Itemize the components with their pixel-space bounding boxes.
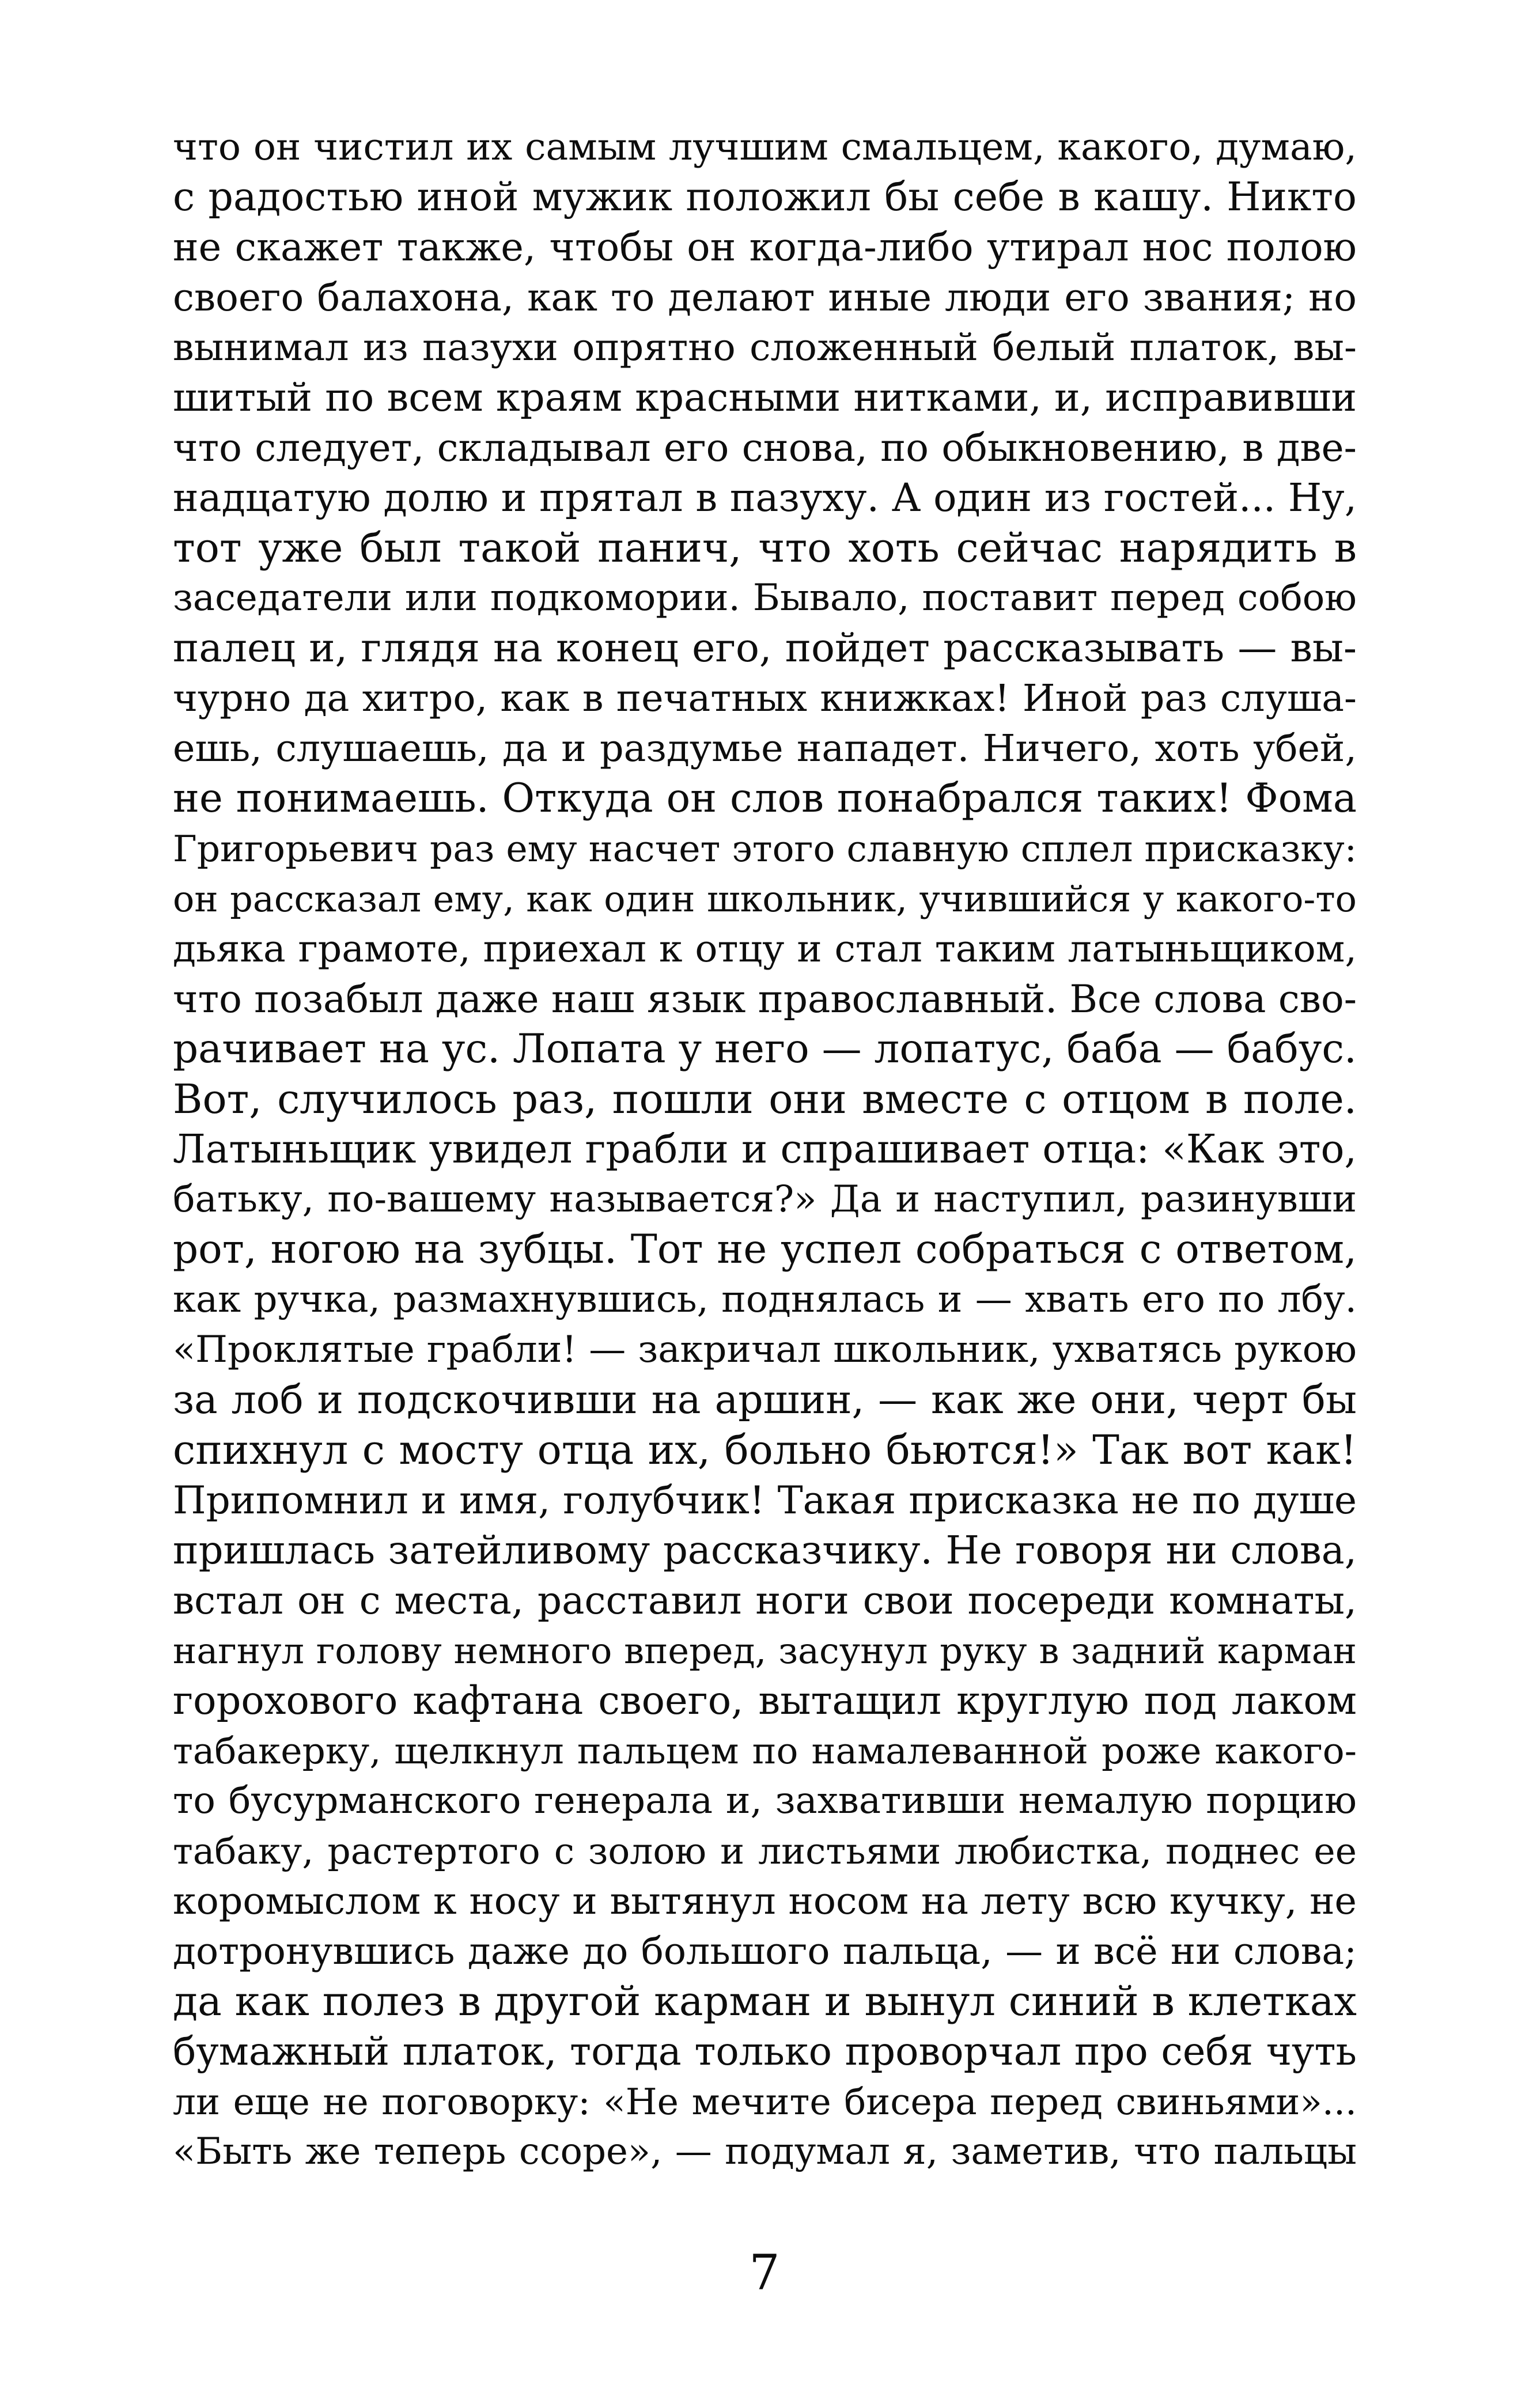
text-line: не скажет также, чтобы он когда-либо утирал нос полою <box>173 225 1357 270</box>
text-line: рачивает на ус. Лопата у него — лопатус, баба — бабус. <box>173 1026 1357 1072</box>
text-line: «Проклятые грабли! — закричал школьник, ухватясь рукою <box>173 1328 1357 1371</box>
text-line: бумажный платок, тогда только проворчал про себя чуть <box>173 2029 1357 2074</box>
text-line: дотронувшись даже до большого пальца, — и всё ни слова; <box>173 1930 1357 1973</box>
text-line: Латыньщик увидел грабли и спрашивает отца: «Как это, <box>173 1127 1357 1172</box>
text-line: то бусурманского генерала и, захвативши немалую порцию <box>173 1780 1357 1822</box>
page-number: 7 <box>749 2244 780 2301</box>
text-line: что следует, складывал его снова, по обыкновению, в две- <box>173 426 1357 470</box>
text-line: Припомнил и имя, голубчик! Такая присказка не по душе <box>173 1478 1357 1523</box>
text-line: палец и, глядя на конец его, пойдет рассказывать — вы- <box>173 626 1357 671</box>
text-line: да как полез в другой карман и вынул синий в клетках <box>173 1978 1357 2025</box>
text-line: он рассказал ему, как один школьник, учившийся у какого-то <box>173 878 1357 920</box>
text-line: пришлась затейливому рассказчику. Не говоря ни слова, <box>173 1528 1357 1573</box>
text-line: табаку, растертого с золою и листьями любистка, поднес ее <box>173 1830 1357 1872</box>
text-line: чурно да хитро, как в печатных книжках! Иной раз слуша- <box>173 677 1357 720</box>
text-line: Вот, случилось раз, пошли они вместе с отцом в поле. <box>173 1076 1357 1123</box>
body-text <box>173 122 1357 2177</box>
text-line: горохового кафтана своего, вытащил круглую под лаком <box>173 1678 1357 1723</box>
text-line: нагнул голову немного вперед, засунул руку в задний карман <box>173 1630 1357 1672</box>
text-line: вынимал из пазухи опрятно сложенный белый платок, вы- <box>173 326 1357 369</box>
text-line: как ручка, размахнувшись, поднялась и — хвать его по лбу. <box>173 1278 1357 1321</box>
text-line: «Быть же теперь ссоре», — подумал я, заметив, что пальцы <box>173 2130 1357 2173</box>
text-line: шитый по всем краям красными нитками, и, исправивши <box>173 375 1357 420</box>
text-line: рот, ногою на зубцы. Тот не успел собраться с ответом, <box>173 1226 1357 1273</box>
text-line: Григорьевич раз ему насчет этого славную сплел присказку: <box>173 828 1357 870</box>
text-line: заседатели или подкомории. Бывало, поставит перед собою <box>173 577 1357 619</box>
text-line: встал он с места, расставил ноги свои посереди комнаты, <box>173 1578 1357 1623</box>
text-line: ли еще не поговорку: «Не мечите бисера перед свиньями»... <box>173 2081 1357 2123</box>
text-line: тот уже был такой панич, что хоть сейчас нарядить в <box>173 524 1357 571</box>
text-line: что позабыл даже наш язык православный. Все слова сво- <box>173 977 1357 1021</box>
text-line: табакерку, щелкнул пальцем по намалеванной роже какого- <box>173 1730 1357 1772</box>
text-line: что он чистил их самым лучшим смальцем, какого, думаю, <box>173 126 1357 169</box>
text-line: спихнул с мосту отца их, больно бьются!» Так вот как! <box>173 1426 1357 1474</box>
text-line: коромыслом к носу и вытянул носом на лету всю кучку, не <box>173 1880 1357 1923</box>
text-line: своего балахона, как то делают иные люди его звания; но <box>173 275 1357 320</box>
text-line: батьку, по-вашему называется?» Да и наступил, разинувши <box>173 1178 1357 1221</box>
text-line: не понимаешь. Откуда он слов понабрался таких! Фома <box>173 775 1357 821</box>
text-line: ешь, слушаешь, да и раздумье нападет. Ничего, хоть убей, <box>173 727 1357 770</box>
text-line: за лоб и подскочивши на аршин, — как же они, черт бы <box>173 1377 1357 1423</box>
text-line: надцатую долю и прятал в пазуху. А один из гостей... Ну, <box>173 475 1357 520</box>
text-line: дьяка грамоте, приехал к отцу и стал таким латыньщиком, <box>173 927 1357 971</box>
text-line: с радостью иной мужик положил бы себе в кашу. Никто <box>173 175 1357 220</box>
